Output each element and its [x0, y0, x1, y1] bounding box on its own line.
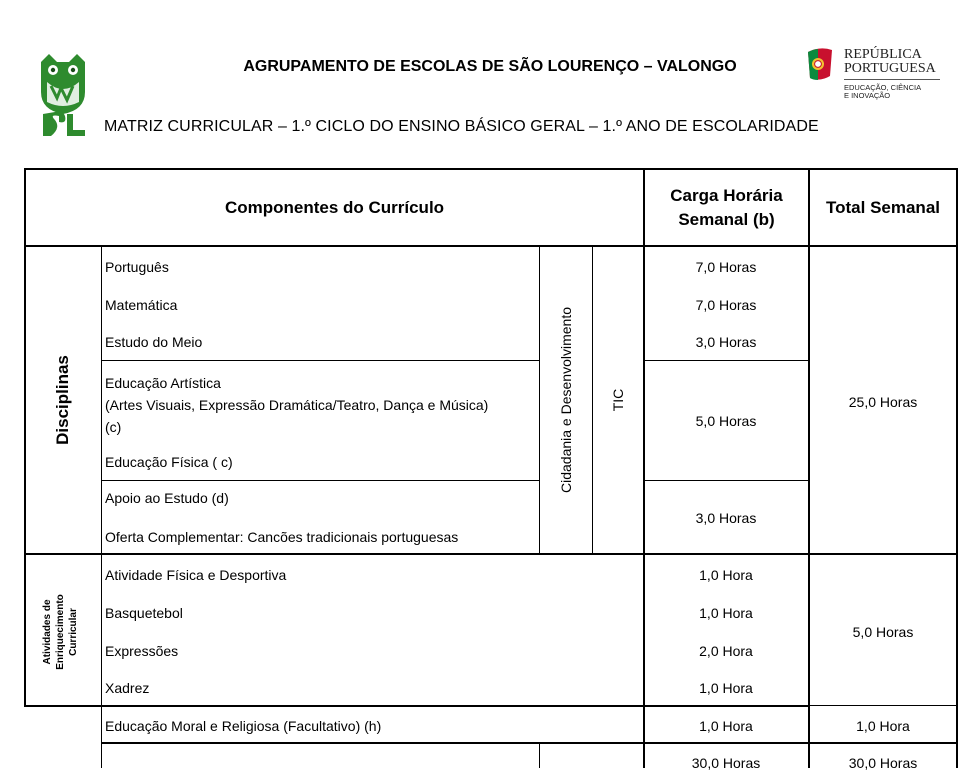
- school-name: AGRUPAMENTO DE ESCOLAS DE SÃO LOURENÇO – VALONGO: [243, 58, 737, 75]
- divider: [809, 705, 958, 706]
- list-item: Educação Artística (Artes Visuais, Expressão Dramática/Teatro, Dança e Música) (c): [105, 375, 489, 435]
- hours-value: 30,0 Horas: [691, 755, 761, 771]
- hours-value: 7,0 Horas: [695, 259, 757, 275]
- hours-value: 3,0 Horas: [695, 510, 757, 526]
- divider: [101, 245, 102, 768]
- divider: [102, 360, 539, 361]
- list-item: Expressões: [105, 643, 179, 659]
- hours-value: 1,0 Hora: [699, 605, 753, 621]
- divider: [539, 245, 540, 554]
- total-value: 30,0 Horas: [848, 755, 918, 771]
- disciplinas-label: Disciplinas: [53, 355, 72, 445]
- divider: [24, 168, 26, 707]
- column-header-components: Componentes do Currículo: [224, 198, 445, 217]
- ministry-name: EDUCAÇÃO, CIÊNCIA E INOVAÇÃO: [844, 83, 922, 100]
- divider: [539, 742, 540, 768]
- divider: [643, 480, 809, 481]
- total-value: 5,0 Horas: [852, 624, 914, 640]
- list-item: Atividade Física e Desportiva: [105, 567, 287, 583]
- tic-label: TIC: [610, 388, 626, 412]
- list-item: Estudo do Meio: [105, 334, 203, 350]
- hours-value: 7,0 Horas: [695, 297, 757, 313]
- total-value: 25,0 Horas: [848, 394, 918, 410]
- list-item: Matemática: [105, 297, 178, 313]
- column-header-total: Total Semanal: [826, 198, 940, 217]
- list-item: Português: [105, 259, 169, 275]
- hours-value: 1,0 Hora: [699, 567, 753, 583]
- list-item: Apoio ao Estudo (d): [105, 490, 229, 506]
- divider: [643, 168, 645, 768]
- hours-value: 5,0 Horas: [695, 413, 757, 429]
- list-item: Basquetebol: [105, 605, 183, 621]
- divider: [808, 168, 810, 768]
- hours-value: 3,0 Horas: [695, 334, 757, 350]
- cidadania-label: Cidadania e Desenvolvimento: [558, 307, 574, 493]
- total-value: 1,0 Hora: [856, 718, 910, 734]
- divider: [24, 168, 958, 170]
- divider: [592, 245, 593, 554]
- divider: [956, 168, 958, 768]
- list-item: Oferta Complementar: Cancões tradicionais portuguesas: [105, 529, 459, 545]
- column-header-hours: Carga Horária Semanal (b): [670, 186, 783, 229]
- divider: [24, 705, 809, 707]
- divider: [24, 553, 958, 555]
- aec-label: Atividades de Enriquecimento Curricular: [42, 594, 79, 670]
- list-item: Educação Física ( c): [105, 454, 233, 470]
- hours-value: 2,0 Hora: [699, 643, 753, 659]
- divider: [102, 742, 958, 744]
- list-item: Educação Moral e Religiosa (Facultativo) (h): [105, 718, 382, 734]
- hours-value: 1,0 Hora: [699, 680, 753, 696]
- list-item: Xadrez: [105, 680, 150, 696]
- divider: [643, 360, 809, 361]
- gov-name: REPÚBLICA PORTUGUESA: [844, 47, 936, 76]
- hours-value: 1,0 Hora: [699, 718, 753, 734]
- divider: [24, 245, 958, 247]
- divider: [102, 480, 539, 481]
- page-title: MATRIZ CURRICULAR – 1.º CICLO DO ENSINO BÁSICO GERAL – 1.º ANO DE ESCOLARIDADE: [104, 118, 819, 135]
